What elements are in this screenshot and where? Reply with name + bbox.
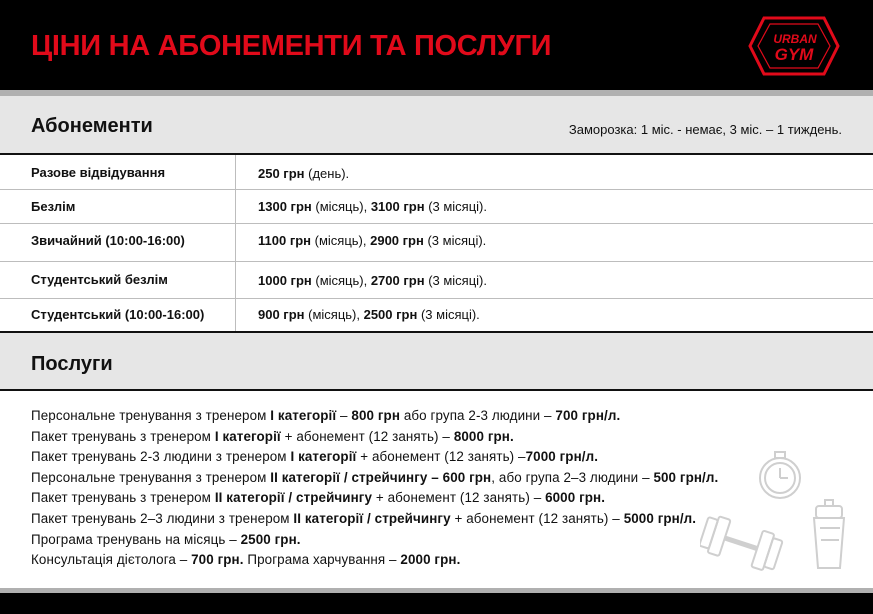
subscriptions-table [0, 153, 873, 331]
table-row [0, 155, 873, 190]
services-header [0, 333, 873, 391]
subscriptions-header [0, 96, 873, 153]
service-item: Пакет тренувань з тренером І категорії + абонемент (12 занять) – 8000 грн. [31, 428, 514, 444]
subscription-name: Разове відвідування [31, 165, 166, 180]
subscription-name: Звичайний (10:00-16:00) [31, 233, 185, 248]
table-row [0, 224, 873, 262]
subscription-price: 250 грн (день). [258, 166, 350, 181]
service-item: Консультація дієтолога – 700 грн. Програма харчування – 2000 грн. [31, 552, 461, 568]
freeze-note: Заморозка: 1 міс. - немає, 3 міс. – 1 тиждень. [568, 122, 842, 137]
logo-text-urban: URBAN [773, 32, 817, 46]
subscription-name: Безлім [31, 199, 76, 214]
table-row [0, 262, 873, 299]
services-title: Послуги [31, 353, 113, 375]
service-item: Пакет тренувань з тренером ІІ категорії / стрейчингу + абонемент (12 занять) – 6000 грн. [31, 490, 606, 506]
table-row [0, 190, 873, 224]
subscriptions-title: Абонементи [31, 115, 153, 137]
service-item: Програма тренувань на місяць – 2500 грн. [31, 531, 301, 547]
service-item: Персональне тренування з тренером ІІ категорії / стрейчингу – 600 грн, або група 2–3 людини – 500 грн/л. [31, 469, 719, 485]
subscription-name: Студентський безлім [31, 272, 168, 287]
service-item: Персональне тренування з тренером І категорії – 800 грн або група 2-3 людини – 700 грн/л. [31, 408, 621, 423]
subscription-price: 900 грн (місяць), 2500 грн (3 місяці). [258, 307, 480, 322]
services-list [31, 406, 871, 571]
service-item: Пакет тренувань 2–3 людини з тренером ІІ категорії / стрейчингу + абонемент (12 занять) – 5000 грн/л. [31, 510, 697, 526]
urban-gym-logo [748, 14, 840, 78]
subscription-name: Студентський (10:00-16:00) [31, 307, 205, 322]
page-title: ЦІНИ НА АБОНЕМЕНТИ ТА ПОСЛУГИ [31, 30, 552, 62]
subscription-price: 1300 грн (місяць), 3100 грн (3 місяці). [258, 199, 488, 214]
footer-bar [0, 588, 873, 614]
table-column-divider [235, 155, 236, 331]
table-row [0, 299, 873, 333]
header-bar [0, 0, 873, 90]
logo-text-gym: GYM [774, 45, 814, 64]
subscription-price: 1000 грн (місяць), 2700 грн (3 місяці). [258, 273, 488, 288]
subscription-price: 1100 грн (місяць), 2900 грн (3 місяці). [258, 233, 487, 248]
service-item: Пакет тренувань 2-3 людини з тренером І категорії + абонемент (12 занять) –7000 грн/л. [31, 449, 599, 465]
